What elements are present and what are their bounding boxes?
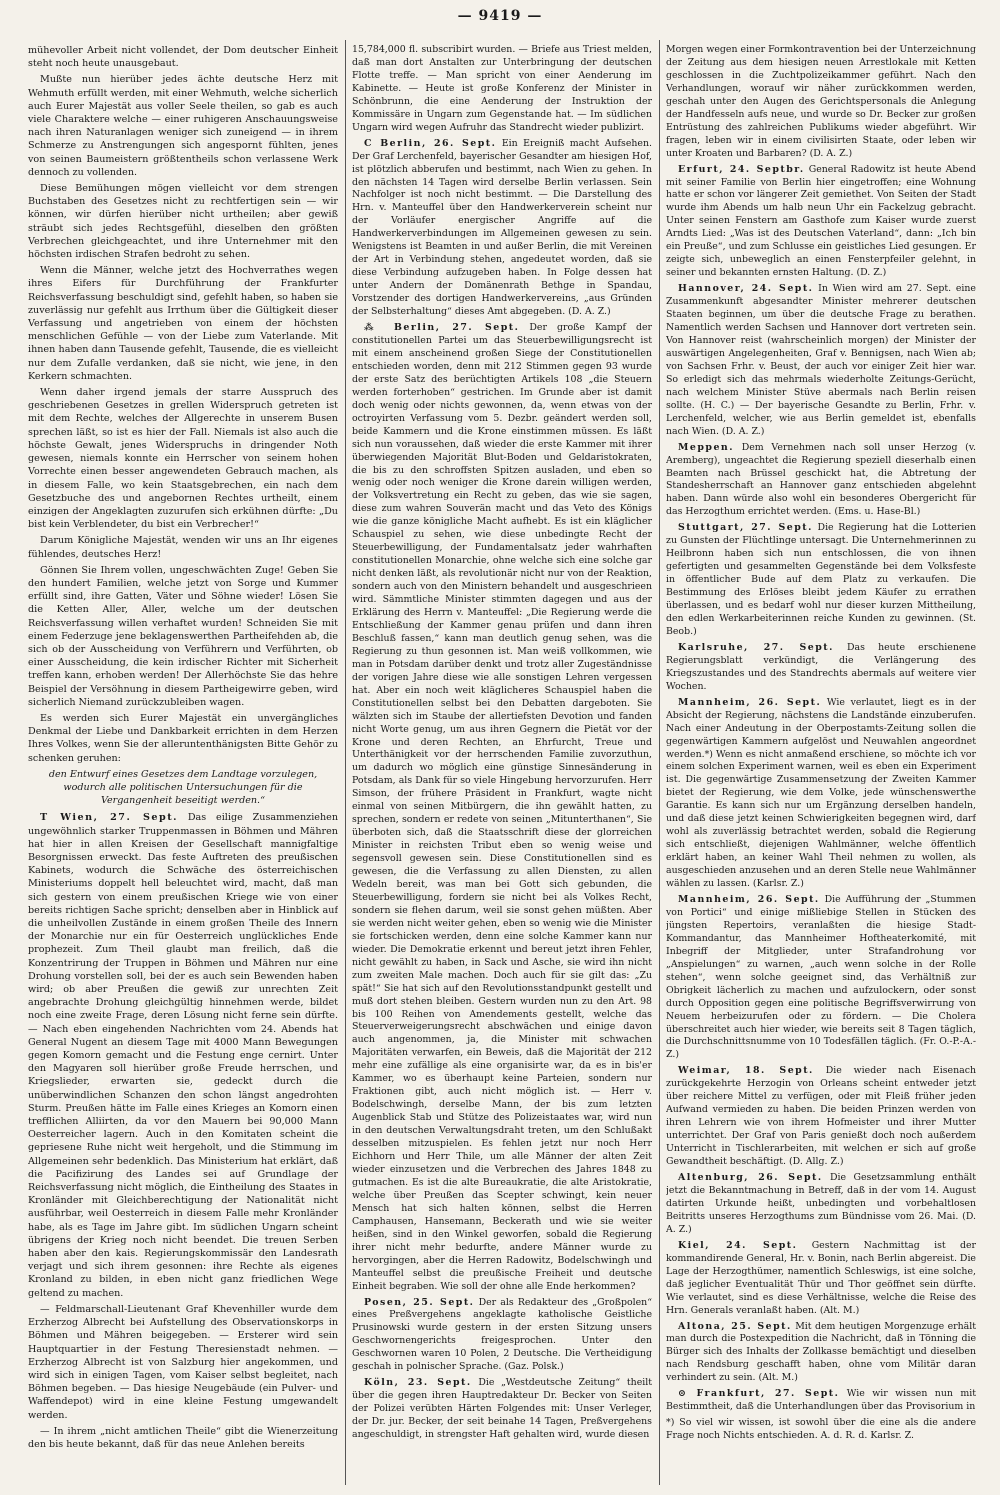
article-text: Ein Ereigniß macht Aufsehen. Der Graf Lerchenfeld, bayerischer Gesandter am hiesigen Hof, ist plötzlich abberufen und bestimmt, nach Wien zu gehen. In den nächsten 14 Tagen wird derselbe Berlin verlassen. Sein Nachfolger ist noch nicht bestimmt. — Die Darstellung des Hrn. v. Manteuffel über den Handwerkerverein scheint nur der Vorläufer energischer Angriffe auf die Handwerkerverbindungen im Allgemeinen gewesen zu sein. Wenigstens ist Beamten in und außer Berlin, die mit Vereinen der Art in Verbindung stehen, angedeutet worden, daß sie diese Verbindung aufzugeben haben. In Folge dessen hat unter Andern der Domänenrath Bethge in Spandau, Vorstzender des dortigen Handwerkervereins, „aus Gründen der Selbsterhaltung“ dieses Amt abgegeben. (D. A. Z.): [352, 137, 652, 318]
column-1: [28, 44, 338, 1484]
paragraph: Gönnen Sie Ihrem vollen, ungeschwächten Zuge! Geben Sie den hundert Familien, welche jetzt von Sorge und Kummer erfüllt sind, ihre Gatten, Väter und Söhne wieder! Lösen Sie die Ketten Aller, Aller, welche um der deutschen Reichsverfassung willen verhaftet wurden! Schneiden Sie mit einem Federzuge jene beklagenswerthen Partheifehden ab, die sich ob der Ausscheidung von Verführern und Verführten, ob einer Ausscheidung, die kein irdischer Richter mit Sicherheit treffen kann, erhoben werden! Der Allerhöchste Sie das hehre Beispiel der Versöhnung in diesem Partheigewirre geben, wird sicherlich Niemand zurückzubleiben wagen.: [28, 564, 338, 708]
column-rule: [659, 40, 660, 1485]
paragraph: Es werden sich Eurer Majestät ein unvergängliches Denkmal der Liebe und Dankbarkeit errichten in dem Herzen Ihres Volkes, wenn Sie der alleruntenthänigsten Bitte Gehör zu schenken geruhen:: [28, 712, 338, 764]
paragraph: 15,784,000 fl. subscribirt wurden. — Briefe aus Triest melden, daß man dort Anstalten zur Unterbringung der deutschen Flotte treffe. — Man spricht von einer Aenderung im Kabinette. — Heute ist große Konferenz der Minister in Schönbrunn, die eine Aenderung der Instruktion der Kommissäre in Ungarn zum Gegenstande hat. — Im südlichen Ungarn wird wegen Aufruhr das Standrecht wieder publizirt.: [352, 44, 652, 133]
article-wien: [28, 811, 338, 1300]
article-frankfurt: [666, 1388, 976, 1414]
paragraph: Mußte nun hierüber jedes ächte deutsche Herz mit Wehmuth erfüllt werden, mit einer Wehmuth, welche sicherlich auch Eurer Majestät aus voller Seele theilen, so gab es auch viele Charaktere welche — einer ruhigeren Anschauungsweise nach ihren Naturanlagen weniger sich zuneigend — in ihrem Schmerze zu Anstrengungen sich angespornt fühlten, jenes von seinen Baumeistern größtentheils schon verlassene Werk dennoch zu vollenden.: [28, 74, 338, 178]
paragraph: Wenn daher irgend jemals der starre Ausspruch des geschriebenen Gesetzes in grellen Widerspruch getreten ist mit dem Rechte, welches der Allgerechte in unserem Busen sprechen läßt, so ist es hier der Fall. Niemals ist also auch die höchste Gewalt, jenes Widerspruchs in dringender Noth gewesen, niemals konnte ein Herrscher von seinem hohen Vorrechte einen besser angewendeten Gebrauch machen, als in diesem Falle, wo kein Staatsgebrechen, ein nach dem Gesetzbuche des und angebornen Rechtes urtheilt, einem einzigen der Angeklagten zuzurufen sich erkühnen dürfte: „Du bist kein Verblendeter, du bist ein Verbrecher!“: [28, 387, 338, 531]
dateline: Posen, 25. Sept.: [364, 1296, 475, 1308]
article-mannheim-2: [666, 894, 976, 1062]
article-text: Das heute erschienene Regierungsblatt verkündigt, die Verlängerung des Kriegszustandes und des Standrechts abermals auf weitere vier Wochen.: [666, 641, 976, 692]
dateline: Mannheim, 26. Sept.: [678, 696, 822, 708]
article-text: Wie wir wissen nun mit Bestimmtheit, daß die Unterhandlungen über das Provisorium in: [666, 1388, 976, 1413]
article-text: General Radowitz ist heute Abend mit seiner Familie von Berlin hier eingetroffen; eine Wohnung hatte er schon vor längerer Zeit gemiethet. Von Seiten der Stadt wurde ihm Abends um halb neun Uhr ein Fackelzug gebracht. Unter seinen Fenstern am Gasthofe zum Kaiser wurde zuerst Arndts Lied: „Was ist des Deutschen Vaterland“, dann: „Ich bin ein Preuße“, und zum Schlusse ein geistliches Lied gesungen. Er zeigte sich, unbeweglich an einen Fensterpfeiler gelehnt, in seiner und bekannten ernsten Haltung. (D. Z.): [666, 163, 976, 279]
article-text: Die Regierung hat die Lotterien zu Gunsten der Flüchtlinge untersagt. Die Unternehmerinnen zu Heilbronn haben sich nun entschlossen, die von ihnen gefertigten und gesammelten Gegenstände bei dem Volksfeste in öffentlicher Bude auf dem Platz zu verkaufen. Die Bestimmung des Erlöses bleibt jedem Käufer zu errathen überlassen, und es bedarf wohl nur dieser kurzen Mittheilung, den edlen Werkarbeiterinnen reiche Kunden zu gewinnen. (St. Beob.): [666, 522, 976, 637]
paragraph: Darum Königliche Majestät, wenden wir uns an Ihr eigenes fühlendes, deutsches Herz!: [28, 535, 338, 560]
dateline: Köln, 23. Sept.: [364, 1377, 472, 1389]
article-text: Gestern Nachmittag ist der kommandirende General, Hr. v. Bonin, nach Berlin abgereist. Die Lage der Herzogthümer, namentlich Schleswigs, ist eine solche, daß jeglicher Eventualität Thür und Thor geöffnet sein dürfte. Wie verlautet, sind es diese Verhältnisse, welche die Reise des Hrn. Generals veranlaßt haben. (Alt. M.): [666, 1239, 976, 1316]
article-text: Wie verlautet, liegt es in der Absicht der Regierung, nächstens die Landstände einzuberufen. Nach einer Andeutung in der Oberpostamts-Zeitung sollen die gegenwärtigen Kammern aufgelöst und Neuwahlen angeordnet werden.*) Wenn es nicht anmaßend erschiene, so möchte ich vor einem solchen Experiment warnen, weil es eben ein Experiment ist. Die gegenwärtige Zusammensetzung der Zweiten Kammer bietet der Regierung, wie dem Volke, jede wünschenswerthe Garantie. Es kann sich nur um Ergänzung derselben handeln, und daß diese jetzt keinen Schwierigkeiten begegnen wird, darf wohl als zuverlässig betrachtet werden, sobald die Regierung sich entschließt, diejenigen Wahlmänner, welche öffentlich erklärt haben, an keiner Wahl Theil nehmen zu wollen, als ausgeschieden anzusehen und an deren Stelle neue Wahlmänner wählen zu lassen. (Karlsr. Z.): [666, 696, 976, 890]
dateline: Weimar, 18. Sept.: [678, 1065, 814, 1077]
dateline: T Wien, 27. Sept.: [40, 812, 178, 824]
article-hannover: [666, 283, 976, 438]
article-altona: [666, 1321, 976, 1386]
article-text: Der große Kampf der constitutionellen Partei um das Steuerbewilligungsrecht ist mit einem anscheinend großen Siege der Constitutionellen entschieden worden, denn mit 212 Stimmen gegen 93 wurde der erste Satz des berüchtigten Artikels 108 „die Steuern werden forterhoben“ gestrichen. Im Grunde aber ist damit doch wenig oder nichts gewonnen, da, wenn etwas von der octroyirten Verfassung vom 5. Dezbr. geändert werden soll, beide Kammern und die Krone einstimmen müssen. Es läßt sich nun voraussehen, daß wieder die erste Kammer mit ihrer überwiegenden Majorität Blut-Boden und Geldaristokraten, die bis zu den schroffsten Spitzen ausladen, und eben so wenig oder noch weniger die Krone darein willigen werden, der Volksvertretung ein Recht zu geben, das wie sie sagen, diese zum wahren Souverän macht und das Veto des Königs wie die ganze königliche Macht aufhebt. Es ist ein kläglicher Schauspiel zu sehen, wie diese unbedingte Recht der Steuerbewilligung, der Fundamentalsatz jeder wahrhaften constitutionellen Monarchie, ohne welche sich eine solche gar nicht denken läßt, als revolutionär nicht nur von der Reaktion, sondern auch von den Ministern behandelt und ausgeschrieen wird. Sämmtliche Minister stimmten dagegen und aus der Erklärung des Herrn v. Manteuffel: „Die Regierung werde die Entschließung der Kammer genau prüfen und dann ihren Beschluß fassen,“ kann man deutlich genug sehen, was die Regierung zu thun gesonnen ist. Man weiß vollkommen, wie man in Potsdam darüber denkt und trotz aller Zugeständnisse der vorigen Jahre diese wie alle sonstigen Lehren vergessen hat. Aber ein noch weit kläglicheres Schauspiel haben die Constitutionellen selbst bei den Debatten dargeboten. Sie wälzten sich im Staube der allertiefsten Devotion und fanden nicht Worte genug, um aus ihren Gegnern die Pietät vor der Krone und deren Rechten, an Ehrfurcht, Treue und Unterthänigkeit vor der herrschenden Familie zuvorzuthun, um dadurch wo möglich eine günstige Sinnesänderung in Potsdam, als Dank für so viele Hingebung hervorzurufen. Herr Simson, der frühere Präsident in Frankfurt, wagte nicht einmal von seinen Mitbürgern, die ihn gewählt hatten, zu sprechen, sondern er redete von seinen „Mitunterthanen“, Sie überboten sich, daß die Staatsschrift diese der glorreichen Minister in reichsten Tribut eben so wenig weise und segensvoll gewesen sein. Diese Constitutionellen sind es gewesen, die die Verfassung zu allen Diensten, zu allen Wedeln bereit, was man bei Gott sich gebunden, die Steuerbewilligung, fordern sie nicht bei als Volkes Recht, sondern sie flehen darum, weil sie sonst gehen müßten. Aber sie werden nicht weiter gehen, eben so wenig wie die Minister sie fortschicken werden, denn eine solche Kammer kann nur wieder. Die Demokratie erkennt und bereut jetzt ihren Fehler, nicht gewählt zu haben, in Sack und Asche, sie wird ihn nicht zum zweiten Male machen. Doch auch für sie gilt das: „Zu spät!“ Sie hat sich auf den Revolutionsstandpunkt gestellt und muß dort stehen bleiben. Gestern wurden nun zu den Art. 98 bis 100 Reihen von Amendements gestellt, welche das Steuerverweigerungsrecht abschwächen und einige davon auch angenommen, ja, die Minister mit schwachen Majoritäten verwarfen, ein Beweis, daß die Majorität der 212 mehr eine zufällige als eine organisirte war, da es in bis'er Kammer, wo es überhaupt keine Parteien, sondern nur Fraktionen gibt, auch nicht möglich ist. — Herr v. Bodelschwingh, derselbe Mann, der bis zum letzten Augenblick Stab und Stütze des Polizeistaates war, wird nun in den deutschen Verwaltungsdraht treten, um den Schlußakt desselben mitzuspielen. Es fehlen jetzt nur noch Herr Eichhorn und Herr Thile, um alle Männer der alten Zeit wieder einzusetzen und die Verbrechen des Jahres 1848 zu gutmachen. Es ist die alte Bureaukratie, die alte Aristokratie, welche über Preußen das Scepter schwingt, kein neuer Mensch hat sich halten können, selbst die Herren Camphausen, Hansemann, Beckerath und wie sie weiter heißen, sind in den Winkel geworfen, sobald die Regierung ihrer nicht mehr bedurfte, andere Männer wurde zu hervorgingen, aber die Herren Radowitz, Bodelschwingh und Manteuffel selbst die preußische Freiheit und deutsche Einheit begraben. Wie soll der ohne alle Ende herkommen?: [352, 322, 652, 1292]
dateline: Mannheim, 26. Sept.: [678, 894, 820, 905]
dateline: ⁂ Berlin, 27. Sept.: [364, 322, 520, 334]
paragraph: mühevoller Arbeit nicht vollendet, der Dom deutscher Einheit steht noch heute unausgebaut.: [28, 45, 338, 70]
article-weimar: [666, 1065, 976, 1169]
article-stuttgart: [666, 522, 976, 639]
article-text: Dem Vernehmen nach soll unser Herzog (v. Aremberg), ungeachtet die Regierung speziell dieserhalb einen Beamten nach Brüssel geschickt hat, die Abtretung der Standesherrschaft an Hannover ganz entschieden abgelehnt haben. Dann würde also wohl ein besonderes Obergericht für das Herzogthum errichtet werden. (Ems. u. Hase-Bl.): [666, 441, 976, 518]
dateline: Altona, 25. Sept.: [678, 1320, 792, 1332]
article-posen: [352, 1297, 652, 1375]
article-berlin-26: [352, 138, 652, 319]
article-text: Der als Redakteur des „Großpolen“ eines Preßvergehens angeklagte katholische Geistliche Prusinowski wurde gestern in der ersten Sitzung unsers Geschwornengerichts freigesprochen. Unter den Geschwornen waren 10 Polen, 2 Deutsche. Die Vertheidigung geschah in polnischer Sprache. (Gaz. Polsk.): [352, 1296, 652, 1373]
dateline: Altenburg, 26. Sept.: [678, 1172, 823, 1184]
column-2: [352, 44, 652, 1484]
dateline: Karlsruhe, 27. Sept.: [678, 641, 834, 653]
paragraph: — In ihrem „nicht amtlichen Theile“ gibt die Wienerzeitung den bis heute bekannt, daß für das neue Anlehen bereits: [28, 1425, 338, 1450]
dateline: Hannover, 24. Sept.: [678, 283, 814, 295]
page-number: — 9419 —: [457, 8, 543, 24]
article-berlin-27: [352, 322, 652, 1293]
dateline: Meppen.: [678, 441, 734, 453]
dateline: Erfurt, 24. Septbr.: [678, 163, 805, 175]
paragraph: Diese Bemühungen mögen vielleicht vor dem strengen Buchstaben des Gesetzes nicht zu rechtfertigen sein — wir können, wir dürfen hierüber nicht urtheilen; aber gewiß sträubt sich jedes Rechtsgefühl, dieselben den größten Verbrechen gleichgeachtet, und ihre Unternehmer mit den höchsten irdischen Strafen bedroht zu sehen.: [28, 183, 338, 261]
article-text: Die Aufführung der „Stummen von Portici“ und einige mißliebige Stellen in Stücken des jüngsten Repertoirs, veranlaßten die hiesige Stadt-Kommandantur, das Mannheimer Hoftheaterkomité, mit Inbegriff der Mitglieder, unter Strafandrohung vor „Anspielungen“ zu warnen, „auch wenn solche in der Rolle stehen“, wenn solche geeignet sind, das Verhältniß zur Obrigkeit lächerlich zu machen und aufzulockern, oder sonst durch Opposition gegen eine politische Begriffsverwirrung von Neuem herbeizurufen oder zu fördern. — Die Cholera überschreitet auch hier wieder, wie bereits seit 8 Tagen täglich, die Durchschnittsnumme von 10 Todesfällen täglich. (Fr. O.-P.-A.-Z.): [666, 894, 976, 1061]
column-rule: [345, 40, 346, 1485]
article-text: Die wieder nach Eisenach zurückgekehrte Herzogin von Orleans scheint entweder jetzt über reichere Mittel zu verfügen, oder mit Fleiß früher jeden Aufwand vermieden zu haben. Die beiden Prinzen werden von ihren Lehrern wie von ihrem Hofmeister und ihrer Mutter unterrichtet. Der Graf von Paris genießt doch noch außerdem Unterricht in Tischlerarbeiten, mit welchen er sich auf große Gewandtheit beschäftigt. (D. Allg. Z.): [666, 1065, 976, 1168]
article-text: Die „Westdeutsche Zeitung“ theilt über die gegen ihren Hauptredakteur Dr. Becker von Seiten der Polizei verübten Härten Folgendes mit: Unser Verleger, der Dr. jur. Becker, der seit beinahe 14 Tagen, Preßvergehens angeschuldigt, in strengster Haft gehalten wird, wurde diesen: [352, 1377, 652, 1441]
paragraph: Wenn die Männer, welche jetzt des Hochverrathes wegen ihres Eifers für Durchführung der Frankfurter Reichsverfassung beschuldigt sind, gefehlt haben, so haben sie zuverlässig nur gefehlt aus Irrthum über die Gültigkeit dieser Verfassung und angetrieben von einem der höchsten menschlichen Gefühle — von der Liebe zum Vaterlande. Mit ihnen haben dann Tausende gefehlt, Tausende, die es vielleicht nur dem Zufalle verdanken, daß sie nicht, wie jene, in den Kerkern schmachten.: [28, 265, 338, 382]
footnote: *) So viel wir wissen, ist sowohl über die eine als die andere Frage noch Nichts entschieden. A. d. R. d. Karlsr. Z.: [666, 1417, 976, 1442]
article-text: In Wien wird am 27. Sept. eine Zusammenkunft abgesandter Minister mehrerer deutschen Staaten beginnen, um über die deutsche Frage zu berathen. Namentlich werden Sachsen und Hannover dort vertreten sein. Von Hannover reist (wahrscheinlich morgen) der Minister der auswärtigen Angelegenheiten, Graf v. Bennigsen, nach Wien ab; von Sachsen Frhr. v. Beust, der auch vor einiger Zeit hier war. So erledigt sich das mehrmals wiederholte Zeitungs-Gerücht, nach welchem Minister Stüve abermals nach Berlin reisen sollte. (H. C.) — Der bayerische Gesandte zu Berlin, Frhr. v. Lerchenfeld, welcher, wie aus Berlin gemeldet ist, ebenfalls nach Wien. (D. A. Z.): [666, 283, 976, 437]
article-text: Das eilige Zusammenziehen ungewöhnlich starker Truppenmassen in Böhmen und Mähren hat hier in allen Kreisen der Gesellschaft mannigfaltige Besorgnissen erweckt. Das feste Auftreten des preußischen Kabinets, wodurch die Schwäche des österreichischen Ministeriums doppelt hell beleuchtet wird, macht, daß man sich gestern von einem preußischen Kriege wie von einer bereits richtigen Sache spricht; denselben aber in Hinblick auf die unheilvollen Zustände in einem großen Theile des Innern der Monarchie nur ein für Oesterreich unglückliches Ende prophezeit. Zum Theil glaubt man freilich, daß die Konzentrirung der Truppen in Böhmen und Mähren nur eine Drohung vorstellen soll, bei der es auch sein Bewenden haben wird; ob aber Preußen die gewiß zur unrechten Zeit angebrachte Drohung gleichgültig hinnehmen werde, bildet noch eine zweite Frage, deren Lösung nicht ferne sein dürfte. — Nach eben eingehenden Nachrichten vom 24. Abends hat General Nugent an diesem Tage mit 4000 Mann Bewegungen gegen Komorn gemacht und die Festung enge cernirt. Unter den Magyaren soll hierüber große Freude herrschen, und Kriegslieder, erwarten sie, gedeckt durch die unüberwindlichen Schanzen den schon längst angedrohten Sturm. Preußen hätte im Falle eines Krieges an Komorn einen trefflichen Alliirten, da vor den Mauern bei 90,000 Mann Oesterreicher lagern. Auch in den Komitaten scheint die gepriesene Ruhe nicht weit hergeholt, und die Stimmung im Allgemeinen sehr bedenklich. Das Ministerium hat erklärt, daß die Pacifizirung des Landes sei auf Grundlage der Reichsverfassung nicht möglich, die Eintheilung des Staates in Kronländer mit Gleichberechtigung der Nationalität nicht ausführbar, weil Oesterreich in diesem Falle mehr Kronländer habe, als es Tage im Jahre gibt. Im südlichen Ungarn scheint übrigens der Krieg noch nicht beendet. Die treuen Serben haben aber den kais. Regierungskommissär den Landesrath verjagt und sich ihrem gesonnen: ihre Rechte als eigenes Kronland zu bilden, in eben nicht ganz friedlichen Wege geltend zu machen.: [28, 812, 338, 1299]
column-3: [666, 44, 976, 1484]
article-mannheim-1: [666, 697, 976, 891]
paragraph: Morgen wegen einer Formkontravention bei der Unterzeichnung der Zeitung aus dem hiesigen neuen Arrestlokale mit Ketten geschlossen in die Zuchtpolizeikammer geführt. Nach den Verhandlungen, worauf wir näher zurückkommen werden, geschah unter den Augen des Gerichtspersonals die Anlegung der Handfesseln aufs neue, und wurde so Dr. Becker zur großen Entrüstung des zahlreichen Publikums wieder abgeführt. Wir fragen, leben wir in einem civilisirten Staate, oder leben wir unter Kroaten und Barbaren? (D. A. Z.): [666, 44, 976, 159]
dateline: ⊙ Frankfurt, 27. Sept.: [678, 1388, 840, 1400]
article-koeln: [352, 1377, 652, 1442]
dateline: Stuttgart, 27. Sept.: [678, 522, 813, 534]
article-kiel: [666, 1240, 976, 1318]
article-karlsruhe: [666, 642, 976, 694]
article-text: Die Gesetzsammlung enthält jetzt die Bekanntmachung in Betreff, daß in der vom 14. August datirten Urkunde heißt, unbedingten und vorbehaltlosen Beitritts unseres Herzogthums zum Bündnisse vom 26. Mai. (D. A. Z.): [666, 1172, 976, 1235]
dateline: C Berlin, 26. Sept.: [364, 137, 497, 149]
article-erfurt: [666, 164, 976, 281]
article-altenburg: [666, 1172, 976, 1237]
petition-quote: den Entwurf eines Gesetzes dem Landtage vorzulegen, wodurch alle politischen Untersuchungen für die Vergangenheit beseitigt werden.“: [48, 768, 318, 807]
article-text: Mit dem heutigen Morgenzuge erhält man durch die Postexpedition die Nachricht, daß in Tönning die Bürger sich des Inhalts der Zollkasse bemächtigt und dieselben nach Rendsburg geschafft haben, ohne vom Militär daran verhindert zu sein. (Alt. M.): [666, 1320, 976, 1384]
dateline: Kiel, 24. Sept.: [678, 1239, 798, 1251]
article-meppen: [666, 442, 976, 520]
paragraph: — Feldmarschall-Lieutenant Graf Khevenhiller wurde dem Erzherzog Albrecht bei Aufstellung des Observationskorps in Böhmen und Mähren beigegeben. — Ersterer wird sein Hauptquartier in der Festung Theresienstadt nehmen. — Erzherzog Albrecht ist von Salzburg hier angekommen, und wird sich in einigen Tagen, vom Kaiser selbst begleitet, nach Böhmen begeben. — Das hiesige Neugebäude (ein Pulver- und Waffendepot) wird in eine kleine Festung umgewandelt werden.: [28, 1303, 338, 1421]
